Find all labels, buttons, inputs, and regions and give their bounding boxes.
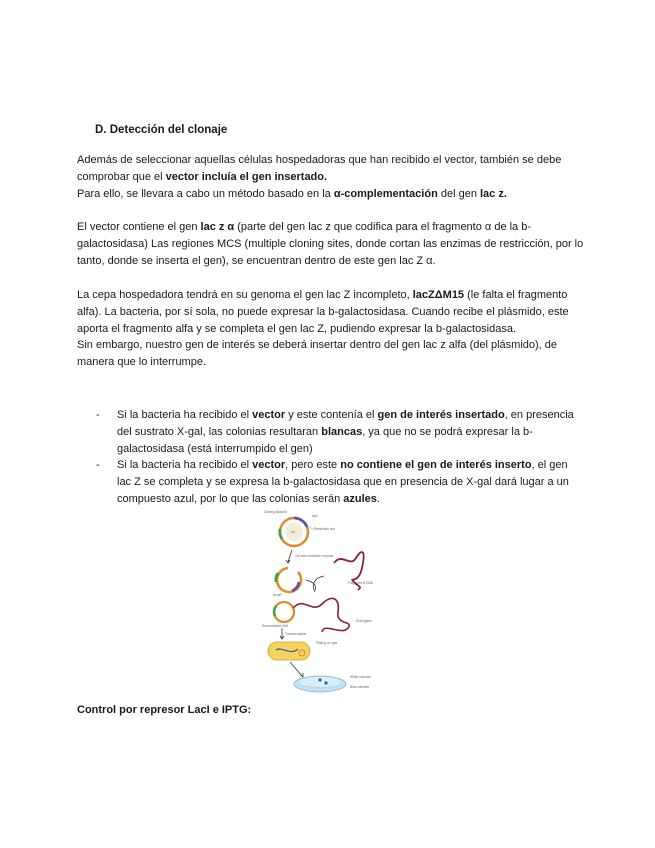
intro-text-2: Para ello, se llevara a cabo un método basado en la <box>77 187 334 200</box>
bullet-text: Si la bacteria ha recibido el <box>117 409 253 421</box>
vector-text-2: (parte del gen lac z que codifica para el fragmento α de la b-galactosidasa) Las regiones MCS (multiple cloning sites, donde cortan las enzimas de restricción, por lo tanto, donde se inserta el gen), se encuentran dentro de este gen lac Z α. <box>77 221 584 267</box>
label-lacz: lacZ <box>312 514 319 518</box>
bullet-text: , en presencia del sustrato X-gal, las colonias resultaran <box>117 409 574 438</box>
subsection-title: Control por represor LacI e IPTG: <box>77 704 252 716</box>
bullet-bold: vector <box>252 459 286 472</box>
label-blue: Blue colonies <box>350 685 369 689</box>
label-recombinant: Recombinant DNA <box>262 624 289 628</box>
paragraph-intro <box>77 152 587 202</box>
section-heading: D. Detección del clonaje <box>95 124 228 136</box>
arrow-curve-icon <box>313 576 324 590</box>
label-ori: ori <box>291 530 295 534</box>
list-item <box>77 457 582 507</box>
plasmid-recombinant <box>262 598 372 632</box>
list-item <box>77 407 582 457</box>
vector-text-1: El vector contiene el gen <box>77 221 201 233</box>
plasmid-cut <box>273 568 301 597</box>
label-transformation: Transformation <box>285 632 307 636</box>
petri-dish-icon <box>294 676 346 692</box>
host-text-1: La cepa hospedadora tendrá en su genoma el gen lac Z incompleto, <box>77 289 413 301</box>
bacterium-icon <box>268 642 310 660</box>
host-text-3: Sin embargo, nuestro gen de interés se deberá insertar dentro del gen lac z alfa (del plásmido), de manera que lo interrumpe. <box>77 339 558 369</box>
label-white: White colonies <box>350 675 371 679</box>
bullet-dash: - <box>96 459 100 472</box>
bullet-bold: no contiene el gen de interés inserto <box>340 459 532 472</box>
label-ligase: DNA ligase <box>356 619 372 623</box>
intro-bold-2: α-complementación <box>333 187 438 200</box>
bullet-text: Si la bacteria ha recibido el <box>117 459 253 472</box>
paragraph-host-strain <box>77 287 587 371</box>
host-text-2: (le falta el fragmento alfa). La bacteria, por sí sola, no puede expresar la b-galactosidasa. Cuando recibe el plásmido, este aporta el fragmento alfa y se completa el gen lac Z, pudiendo expresar la b-galactosidasa. <box>77 289 569 335</box>
label-fragment: Fragment of DNA <box>348 581 373 585</box>
label-plating: Plating on agar <box>316 641 338 645</box>
host-bold-1: lacZΔM15 <box>412 289 465 301</box>
bullet-bold: vector <box>252 409 286 421</box>
intro-text-1: Además de seleccionar aquellas células hospedadoras que han recibido el vector, también se debe comprobar que el <box>77 154 562 183</box>
intro-bold-3: lac z. <box>480 187 507 200</box>
bullet-bold: azules <box>343 492 377 505</box>
bullet-bold: gen de interés insertado <box>377 409 505 421</box>
paragraph-vector <box>77 219 587 269</box>
bullet-dash: - <box>96 409 100 421</box>
label-ampr: AmpR <box>273 593 282 597</box>
label-cloning-plasmid: Cloning plasmid <box>264 510 287 514</box>
bullet-text: , pero este <box>285 459 341 472</box>
bullet-list <box>77 407 582 508</box>
bullet-text: , ya que no se podrá expresar la b-galactosidasa (está interrumpido el gen) <box>117 425 533 455</box>
intro-bold-1: vector incluía el gen insertado. <box>165 170 328 183</box>
cloning-diagram-figure <box>262 510 384 698</box>
bullet-text: y este contenía el <box>285 409 378 421</box>
bullet-text: . <box>376 492 380 505</box>
bullet-bold: blancas <box>321 425 363 438</box>
plasmid-top <box>264 510 335 546</box>
label-restriction-site: Restriction site <box>314 527 335 531</box>
bullet-text: , el gen lac Z se completa y se expresa la b-galactosidasa que en presencia de X-gal dará lugar a un compuesto azul, por lo que las colonias serán <box>117 459 569 505</box>
label-cut: Cut with restriction enzyme <box>295 554 334 558</box>
intro-text-3: del gen <box>437 187 480 200</box>
vector-bold-1: lac z α <box>200 221 235 233</box>
